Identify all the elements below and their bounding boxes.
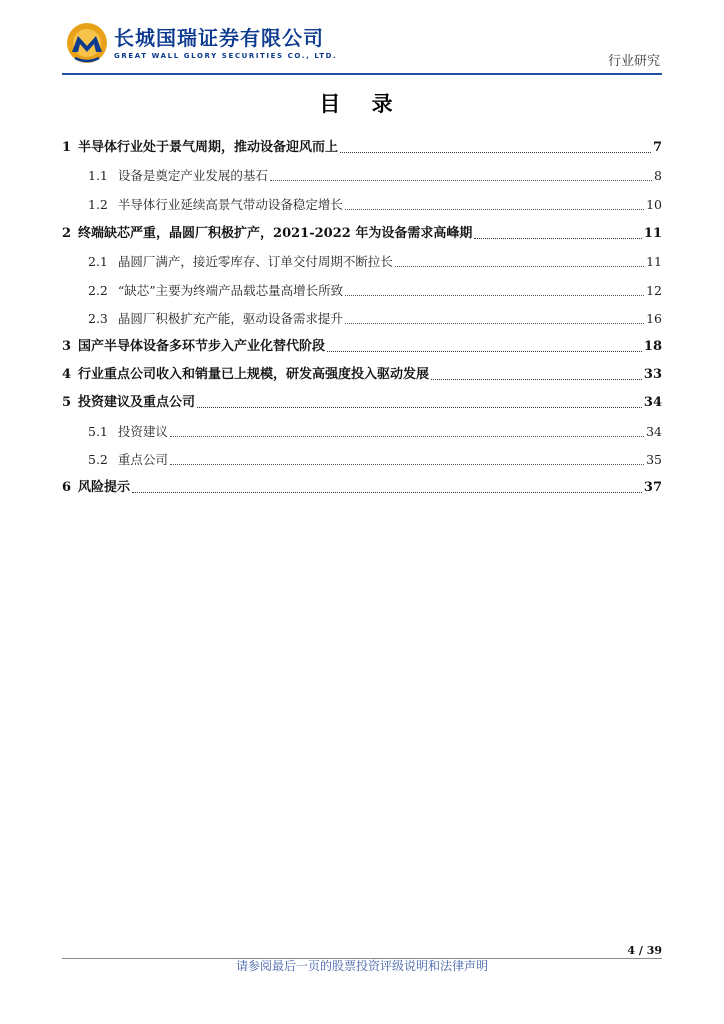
toc-entry-title: 行业重点公司收入和销量已上规模，研发高强度投入驱动发展: [78, 367, 430, 382]
dot-leader: [345, 205, 644, 210]
toc-entry-page: 10: [646, 197, 662, 212]
toc-entry-number: 2.3: [88, 311, 108, 326]
toc-entry-number: 5: [62, 395, 72, 410]
toc-entry-page: 7: [652, 140, 662, 155]
toc-entry-title: 国产半导体设备多环节步入产业化替代阶段: [78, 339, 326, 354]
toc-entry-number: 2.1: [88, 254, 108, 269]
toc-entry-title: “缺芯”主要为终端产品载芯量高增长所致: [117, 283, 344, 298]
toc-entry-page: 11: [646, 254, 662, 269]
toc-entry-title: 投资建议: [117, 424, 168, 439]
dot-leader: [340, 148, 651, 153]
page-header: [62, 20, 662, 76]
toc-entry-title: 设备是奠定产业发展的基石: [117, 168, 268, 183]
report-type-label: 行业研究: [607, 54, 660, 69]
toc-entry-number: 2.2: [88, 283, 108, 298]
toc-entry-page: 11: [643, 226, 662, 241]
header-divider: [62, 73, 662, 75]
toc-entry-number: 5.2: [88, 452, 108, 467]
toc-entry-3[interactable]: [62, 337, 662, 357]
toc-entry-2-2[interactable]: [88, 281, 662, 301]
toc-entry-2-1[interactable]: [88, 252, 662, 272]
dot-leader: [345, 291, 644, 296]
toc-entry-1-1[interactable]: [88, 166, 662, 186]
page-indicator: 4 / 39: [627, 944, 662, 957]
company-name-en: GREAT WALL GLORY SECURITIES CO., LTD.: [114, 52, 338, 60]
dot-leader: [270, 176, 652, 181]
toc-entry-number: 6: [62, 480, 72, 495]
dot-leader: [132, 488, 642, 493]
toc-entry-title: 重点公司: [117, 452, 168, 467]
toc-entry-2[interactable]: [62, 224, 662, 244]
toc-entry-number: 4: [62, 367, 72, 382]
toc-entry-2-3[interactable]: [88, 309, 662, 329]
dot-leader: [474, 234, 642, 239]
toc-entry-1[interactable]: [62, 138, 662, 158]
toc-entry-page: 8: [654, 168, 662, 183]
toc-entry-title: 晶圆厂满产，接近零库存、订单交付周期不断拉长: [117, 254, 393, 269]
toc-entry-number: 2: [62, 226, 72, 241]
toc-title: 目 录: [319, 92, 405, 116]
toc-entry-page: 34: [646, 424, 662, 439]
toc-entry-number: 3: [62, 339, 72, 354]
toc-entry-page: 35: [646, 452, 662, 467]
toc-entry-number: 1: [62, 140, 72, 155]
toc-entry-4[interactable]: [62, 365, 662, 385]
toc-entry-5[interactable]: [62, 393, 662, 413]
toc-entry-title: 风险提示: [78, 480, 131, 495]
toc-entry-number: 5.1: [88, 424, 108, 439]
toc-entry-number: 1.1: [88, 168, 108, 183]
toc-entry-page: 16: [646, 311, 662, 326]
dot-leader: [431, 375, 642, 380]
toc-entry-title: 晶圆厂积极扩充产能，驱动设备需求提升: [117, 311, 343, 326]
dot-leader: [197, 403, 642, 408]
dot-leader: [170, 460, 644, 465]
toc-entry-page: 33: [643, 367, 662, 382]
toc-entry-5-2[interactable]: [88, 450, 662, 470]
toc-entry-1-2[interactable]: [88, 195, 662, 215]
company-name-cn: 长城国瑞证券有限公司: [114, 26, 324, 50]
toc-entry-title: 投资建议及重点公司: [78, 395, 196, 410]
toc-entry-page: 18: [643, 339, 662, 354]
dot-leader: [395, 262, 644, 267]
toc-entry-title: 终端缺芯严重，晶圆厂积极扩产，2021-2022 年为设备需求高峰期: [78, 226, 473, 241]
dot-leader: [327, 347, 642, 352]
toc-entry-page: 37: [643, 480, 662, 495]
toc-entry-6[interactable]: [62, 478, 662, 498]
toc-entry-title: 半导体行业延续高景气带动设备稳定增长: [117, 197, 343, 212]
toc-entry-5-1[interactable]: [88, 422, 662, 442]
toc-entry-number: 1.2: [88, 197, 108, 212]
company-logo-icon: [66, 22, 108, 64]
dot-leader: [170, 432, 644, 437]
toc-entry-page: 12: [646, 283, 662, 298]
footer-disclaimer: 请参阅最后一页的股票投资评级说明和法律声明: [235, 959, 488, 973]
dot-leader: [345, 319, 644, 324]
toc-entry-page: 34: [643, 395, 662, 410]
toc-entry-title: 半导体行业处于景气周期，推动设备迎风而上: [78, 140, 339, 155]
